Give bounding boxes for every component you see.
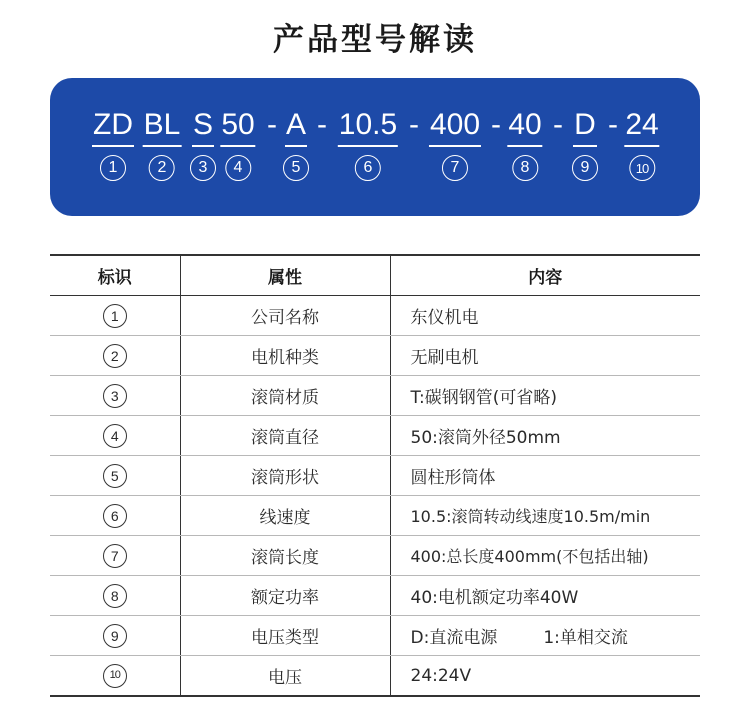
row-number: 8: [103, 584, 127, 608]
code-part-voltage-type: [572, 108, 598, 181]
code-part-text: BL: [143, 108, 182, 147]
header-id: 标识: [50, 255, 180, 296]
row-content-primary: D:直流电源: [410, 628, 498, 648]
row-id-cell: [50, 336, 180, 376]
code-part-text: D: [573, 108, 597, 147]
code-part-voltage: [624, 108, 659, 181]
code-part-company: [92, 108, 134, 181]
row-id-cell: [50, 576, 180, 616]
table-row: [50, 616, 700, 656]
row-content: 圆柱形筒体: [390, 456, 700, 496]
row-number: 3: [103, 384, 127, 408]
row-id-cell: [50, 496, 180, 536]
code-part-number: 2: [149, 155, 175, 181]
row-content: 东仪机电: [390, 296, 700, 336]
code-separator: -: [491, 108, 501, 141]
table-row: [50, 296, 700, 336]
code-part-number: 4: [225, 155, 251, 181]
code-part-number: 8: [512, 155, 538, 181]
row-number: 9: [103, 624, 127, 648]
code-part-text: 400: [429, 108, 481, 147]
code-part-text: 24: [624, 108, 659, 147]
header-attribute: 属性: [180, 255, 390, 296]
page-title: 产品型号解读: [273, 22, 477, 58]
row-number: 1: [103, 304, 127, 328]
row-attribute: 滚筒直径: [180, 416, 390, 456]
row-attribute: 电压: [180, 656, 390, 697]
code-part-number: 5: [283, 155, 309, 181]
row-number: 5: [103, 464, 127, 488]
code-part-power: [507, 108, 542, 181]
code-part-material: [190, 108, 216, 181]
code-separator: -: [317, 108, 327, 141]
code-part-motor-type: [143, 108, 182, 181]
row-id-cell: [50, 616, 180, 656]
table-row: [50, 416, 700, 456]
row-attribute: 线速度: [180, 496, 390, 536]
row-content-secondary: 1:单相交流: [543, 628, 628, 648]
code-part-diameter: [220, 108, 255, 181]
row-attribute: 额定功率: [180, 576, 390, 616]
code-part-speed: [338, 108, 398, 181]
code-part-shape: [283, 108, 309, 181]
row-content: 50:滚筒外径50mm: [390, 416, 700, 456]
row-content: 10.5:滚筒转动线速度10.5m/min: [390, 496, 700, 536]
row-number: 6: [103, 504, 127, 528]
row-attribute: 电机种类: [180, 336, 390, 376]
code-part-text: 10.5: [338, 108, 398, 147]
row-id-cell: [50, 296, 180, 336]
row-attribute: 滚筒材质: [180, 376, 390, 416]
model-code-banner: [50, 78, 700, 216]
row-content: T:碳钢钢管(可省略): [390, 376, 700, 416]
row-attribute: 公司名称: [180, 296, 390, 336]
row-attribute: 滚筒形状: [180, 456, 390, 496]
table-row: [50, 496, 700, 536]
code-part-text: ZD: [92, 108, 134, 147]
header-content: 内容: [390, 255, 700, 296]
row-number: 7: [103, 544, 127, 568]
row-attribute: 电压类型: [180, 616, 390, 656]
row-number: 4: [103, 424, 127, 448]
table-header-row: [50, 255, 700, 296]
code-part-text: S: [192, 108, 214, 147]
row-content: 24:24V: [390, 656, 700, 697]
code-part-text: 40: [507, 108, 542, 147]
code-separator: -: [409, 108, 419, 141]
table-row: [50, 656, 700, 697]
code-separator: -: [267, 108, 277, 141]
code-separator: -: [553, 108, 563, 141]
row-content: 无刷电机: [390, 336, 700, 376]
code-part-number: 9: [572, 155, 598, 181]
code-part-number: 3: [190, 155, 216, 181]
row-content: [390, 616, 700, 656]
row-id-cell: [50, 536, 180, 576]
row-content: 400:总长度400mm(不包括出轴): [390, 536, 700, 576]
code-part-number: 10: [629, 155, 655, 181]
code-part-number: 7: [442, 155, 468, 181]
table-row: [50, 536, 700, 576]
table-row: [50, 576, 700, 616]
table-row: [50, 376, 700, 416]
row-number: 10: [103, 664, 127, 688]
code-part-text: A: [285, 108, 307, 147]
row-id-cell: [50, 656, 180, 697]
code-part-text: 50: [220, 108, 255, 147]
table-row: [50, 456, 700, 496]
row-id-cell: [50, 376, 180, 416]
code-separator: -: [608, 108, 618, 141]
code-part-number: 6: [355, 155, 381, 181]
row-number: 2: [103, 344, 127, 368]
spec-table: [50, 254, 700, 697]
row-content: 40:电机额定功率40W: [390, 576, 700, 616]
code-part-length: [429, 108, 481, 181]
row-id-cell: [50, 416, 180, 456]
table-row: [50, 336, 700, 376]
row-id-cell: [50, 456, 180, 496]
code-part-number: 1: [100, 155, 126, 181]
row-attribute: 滚筒长度: [180, 536, 390, 576]
